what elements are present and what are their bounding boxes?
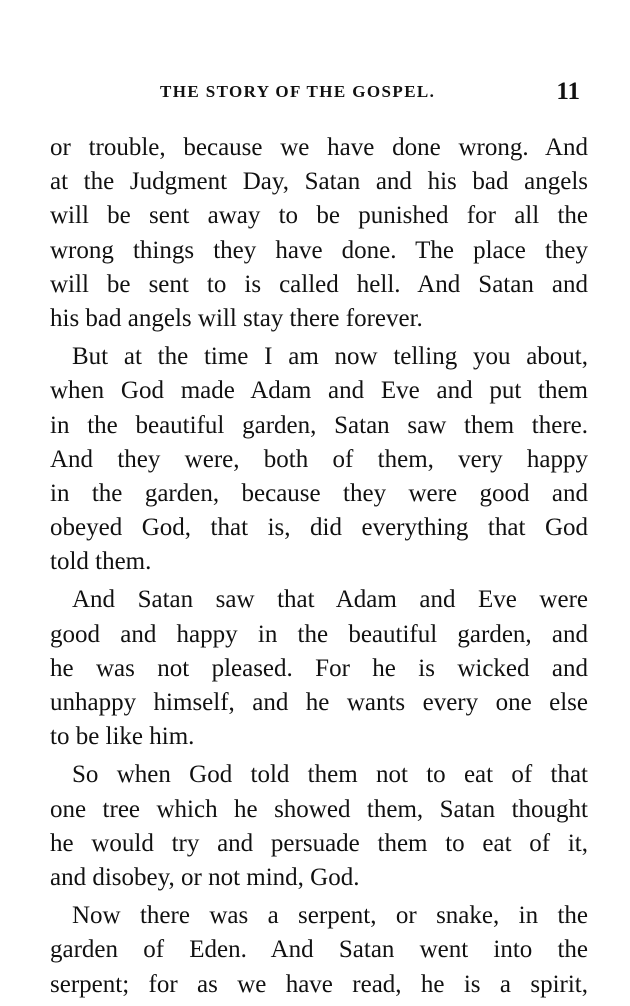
- text-line: unhappy himself, and he wants every one else: [50, 689, 588, 716]
- text-line: good and happy in the beautiful garden, and: [50, 620, 588, 648]
- text-line: And Satan saw that Adam and Eve were: [72, 586, 588, 614]
- paragraph-1: [50, 131, 588, 336]
- text-line: told them.: [50, 548, 152, 576]
- paragraph-4: [50, 758, 588, 895]
- text-line: he would try and persuade them to eat of it,: [50, 829, 588, 857]
- text-line: But at the time I am now telling you about,: [72, 343, 588, 371]
- text-line: he was not pleased. For he is wicked and: [50, 654, 588, 682]
- text-line: his bad angels will stay there forever.: [50, 304, 423, 332]
- body-text: [50, 131, 588, 1006]
- text-line: to be like him.: [50, 723, 195, 751]
- text-line: obeyed God, that is, did everything that God: [50, 514, 588, 542]
- text-line: in the beautiful garden, Satan saw them there.: [50, 411, 588, 439]
- paragraph-5: [50, 899, 588, 1002]
- text-line: or trouble, because we have done wrong. And: [50, 134, 588, 161]
- running-title: THE STORY OF THE GOSPEL.: [160, 82, 436, 101]
- text-line: when God made Adam and Eve and put them: [50, 377, 588, 405]
- text-line: one tree which he showed them, Satan thought: [50, 795, 588, 823]
- text-line: So when God told them not to eat of that: [72, 761, 588, 789]
- text-line: and disobey, or not mind, God.: [50, 863, 360, 891]
- text-line: garden of Eden. And Satan went into the: [50, 936, 588, 964]
- text-line: serpent; for as we have read, he is a spirit,: [50, 970, 588, 998]
- paragraph-2: [50, 340, 588, 579]
- text-line: Now there was a serpent, or snake, in the: [72, 902, 588, 930]
- text-line: in the garden, because they were good and: [50, 479, 588, 507]
- text-line: will be sent to is called hell. And Satan and: [50, 270, 588, 298]
- text-line: wrong things they have done. The place they: [50, 236, 588, 264]
- running-head: [52, 78, 588, 108]
- paragraph-3: [50, 583, 588, 754]
- text-line: at the Judgment Day, Satan and his bad angels: [50, 168, 588, 196]
- text-line: And they were, both of them, very happy: [50, 445, 588, 473]
- text-line: will be sent away to be punished for all the: [50, 202, 588, 230]
- page-number: 11: [556, 78, 580, 105]
